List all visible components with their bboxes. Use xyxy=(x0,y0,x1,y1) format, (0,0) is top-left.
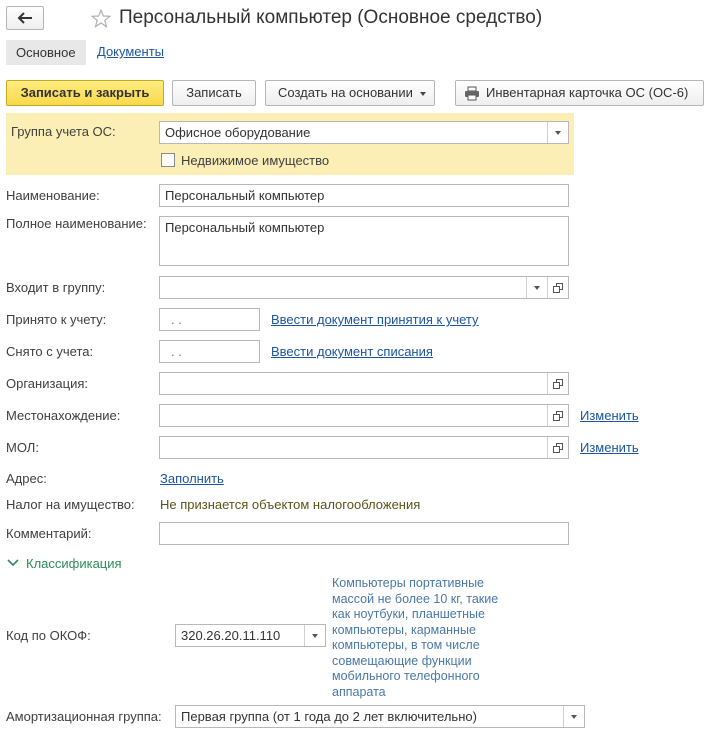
parent-group-select[interactable] xyxy=(159,276,569,299)
mol-input[interactable] xyxy=(159,436,569,459)
tab-documents[interactable]: Документы xyxy=(97,44,165,59)
okof-select[interactable] xyxy=(175,624,326,647)
okof-description-line: аппарата xyxy=(332,684,386,699)
real-estate-label: Недвижимое имущество xyxy=(181,153,330,168)
okof-description-line: компьютеры, карманные xyxy=(332,622,476,637)
amort-group-label: Амортизационная группа: xyxy=(6,709,162,724)
property-tax-label: Налог на имущество: xyxy=(6,497,135,512)
chevron-down-icon xyxy=(420,92,426,96)
inventory-card-button[interactable] xyxy=(455,80,704,106)
group-label: Группа учета ОС: xyxy=(11,124,116,139)
page-title: Персональный компьютер (Основное средство) xyxy=(119,7,543,28)
okof-label: Код по ОКОФ: xyxy=(6,628,91,643)
group-select[interactable] xyxy=(159,121,569,144)
classification-title: Классификация xyxy=(26,555,122,571)
comment-label: Комментарий: xyxy=(6,526,92,541)
full-name-label: Полное наименование: xyxy=(6,216,147,231)
tab-main[interactable]: Основное xyxy=(6,40,86,65)
printer-icon xyxy=(464,86,480,101)
real-estate-checkbox[interactable] xyxy=(161,153,175,167)
okof-description-line: мобильного телефонного xyxy=(332,669,480,683)
location-input[interactable] xyxy=(159,404,569,427)
group-value: Офисное оборудование xyxy=(165,125,311,140)
okof-description-line: совмещающие функции xyxy=(332,653,472,668)
location-label: Местонахождение: xyxy=(6,408,121,423)
write-off-document-link[interactable]: Ввести документ списания xyxy=(271,344,433,359)
property-tax-value: Не признается объектом налогообложения xyxy=(160,497,421,512)
open-item-icon[interactable] xyxy=(547,277,568,298)
address-fill-link[interactable]: Заполнить xyxy=(160,471,224,486)
name-label: Наименование: xyxy=(6,188,100,203)
classification-section-toggle[interactable] xyxy=(6,554,122,572)
removed-label: Снято с учета: xyxy=(6,344,94,359)
okof-description-line: массой не более 10 кг, такие xyxy=(332,591,499,606)
dropdown-arrow-icon[interactable] xyxy=(563,706,584,727)
okof-description-line: компьютеры, в том числе xyxy=(332,638,480,652)
dropdown-arrow-icon[interactable] xyxy=(526,277,547,298)
open-item-icon[interactable] xyxy=(547,437,568,458)
save-button[interactable]: Записать xyxy=(172,80,256,106)
removed-date-input[interactable]: . . xyxy=(159,340,260,363)
open-item-icon[interactable] xyxy=(547,405,568,426)
mol-label: МОЛ: xyxy=(6,440,39,455)
parent-group-label: Входит в группу: xyxy=(6,280,106,295)
dropdown-arrow-icon[interactable] xyxy=(304,625,325,646)
back-button[interactable] xyxy=(6,6,44,30)
amort-group-select[interactable] xyxy=(175,705,585,728)
save-and-close-button[interactable]: Записать и закрыть xyxy=(6,80,164,106)
dropdown-arrow-icon[interactable] xyxy=(547,122,568,143)
organization-label: Организация: xyxy=(6,376,89,391)
okof-description-line: Компьютеры портативные xyxy=(332,576,485,590)
name-input[interactable]: Персональный компьютер xyxy=(159,184,569,207)
chevron-down-icon xyxy=(6,558,20,568)
okof-description-line: как ноутбуки, планшетные xyxy=(332,607,485,621)
open-item-icon[interactable] xyxy=(547,373,568,394)
arrow-left-icon xyxy=(17,12,33,24)
okof-description xyxy=(332,576,498,700)
amort-group-value: Первая группа (от 1 года до 2 лет включительно) xyxy=(181,709,477,724)
mol-change-link[interactable]: Изменить xyxy=(580,440,639,455)
inventory-card-label: Инвентарная карточка ОС (ОС-6) xyxy=(486,85,689,100)
create-based-on-button[interactable] xyxy=(265,80,435,106)
full-name-textarea[interactable]: Персональный компьютер xyxy=(159,216,569,266)
comment-input[interactable] xyxy=(159,522,569,545)
location-change-link[interactable]: Изменить xyxy=(580,408,639,423)
favorite-star-icon[interactable] xyxy=(91,9,111,28)
address-label: Адрес: xyxy=(6,471,47,486)
accepted-date-input[interactable]: . . xyxy=(159,308,260,331)
accept-document-link[interactable]: Ввести документ принятия к учету xyxy=(271,312,479,327)
organization-input[interactable] xyxy=(159,372,569,395)
okof-value: 320.26.20.11.110 xyxy=(181,628,281,643)
create-based-on-label: Создать на основании xyxy=(278,85,413,100)
accepted-label: Принято к учету: xyxy=(6,312,107,327)
